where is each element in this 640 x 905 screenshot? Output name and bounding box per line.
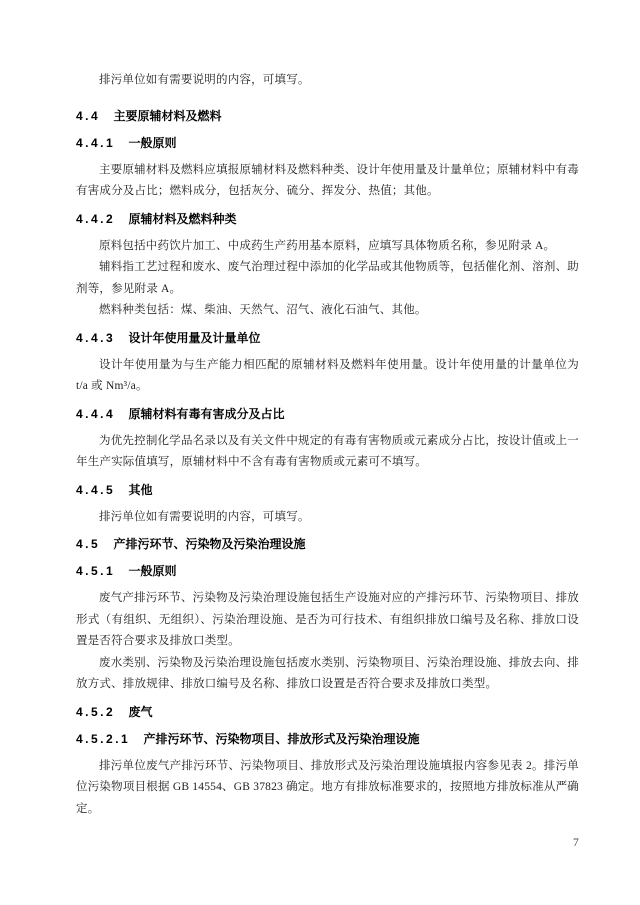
heading-title: 产排污环节、污染物及污染治理设施 [113,537,306,551]
heading-number: 4.4 [76,108,101,123]
heading-title: 一般原则 [128,564,177,578]
heading-number: 4.5.1 [76,564,116,578]
heading-4-5 [76,534,579,555]
paragraph-general-principle-materials: 主要原辅材料及燃料应填报原辅材料及燃料种类、设计年使用量及计量单位；原辅材料中有毒有害成分及占比；燃料成分，包括灰分、硫分、挥发分、热值；其他。 [76,163,579,197]
heading-number: 4.4.5 [76,482,116,497]
heading-title: 设计年使用量及计量单位 [128,330,261,345]
paragraph-annual-usage: 设计年使用量为与生产能力相匹配的原辅材料及燃料年使用量。设计年使用量的计量单位为 t/a 或 Nm³/a。 [76,358,579,392]
heading-number: 4.4.2 [76,211,116,226]
paragraph-waste-gas-report: 排污单位废气产排污环节、污染物项目、排放形式及污染治理设施填报内容参见表 2。排污单位污染物项目根据 GB 14554、GB 37823 确定。地方有排放标准要求的，按照地方排放标准从严确定。 [76,759,579,815]
heading-title: 其他 [128,482,153,497]
paragraph-waste-gas-links: 废气产排污环节、污染物及污染治理设施包括生产设施对应的产排污环节、污染物项目、排放形式（有组织、无组织）、污染治理设施、是否为可行技术、有组织排放口编号及名称、排放口设置是否符合要求及排放口类型。 [76,592,579,647]
heading-4-5-2-1 [76,729,579,750]
paragraph-other-note: 排污单位如有需要说明的内容，可填写。 [99,510,310,523]
heading-title: 产排污环节、污染物项目、排放形式及污染治理设施 [143,731,420,746]
heading-4-4-3 [76,328,579,349]
paragraph-fuel-types: 燃料种类包括：煤、柴油、天然气、沼气、液化石油气、其他。 [99,304,427,316]
heading-4-4-4 [76,404,579,425]
paragraph-waste-water-links: 废水类别、污染物及污染治理设施包括废水类别、污染物项目、污染治理设施、排放去向、排放方式、排放规律、排放口编号及名称、排放口设置是否符合要求及排放口类型。 [76,656,579,690]
heading-title: 原辅材料有毒有害成分及占比 [128,406,285,421]
paragraph-toxic-components: 为优先控制化学品名录以及有关文件中规定的有毒有害物质或元素成分占比，按设计值或上一年生产实际值填写，原辅材料中不含有毒有害物质或元素可不填写。 [76,434,579,468]
heading-title: 主要原辅材料及燃料 [113,108,222,123]
heading-4-5-1 [76,561,579,582]
heading-number: 4.5.2 [76,704,116,719]
heading-4-4 [76,106,579,127]
paragraph-note-fillable: 排污单位如有需要说明的内容，可填写。 [99,74,310,86]
page-number: 7 [573,837,579,849]
paragraph-raw-materials: 原料包括中药饮片加工、中成药生产药用基本原料，应填写具体物质名称，参见附录 A。 [99,239,556,252]
heading-number: 4.4.4 [76,406,116,421]
heading-4-4-2 [76,209,579,230]
heading-number: 4.4.1 [76,135,116,150]
heading-4-4-5 [76,480,579,501]
heading-title: 一般原则 [128,135,177,150]
heading-title: 原辅材料及燃料种类 [128,211,237,226]
heading-4-5-2 [76,702,579,723]
heading-number: 4.5.2.1 [76,731,131,746]
heading-number: 4.4.3 [76,330,116,345]
document-content [76,70,579,820]
heading-4-4-1 [76,133,579,154]
heading-number: 4.5 [76,537,101,551]
paragraph-auxiliary-materials: 辅料指工艺过程和废水、废气治理过程中添加的化学品或其他物质等，包括催化剂、溶剂、助剂等，参见附录 A。 [76,261,579,295]
heading-title: 废气 [128,704,153,719]
